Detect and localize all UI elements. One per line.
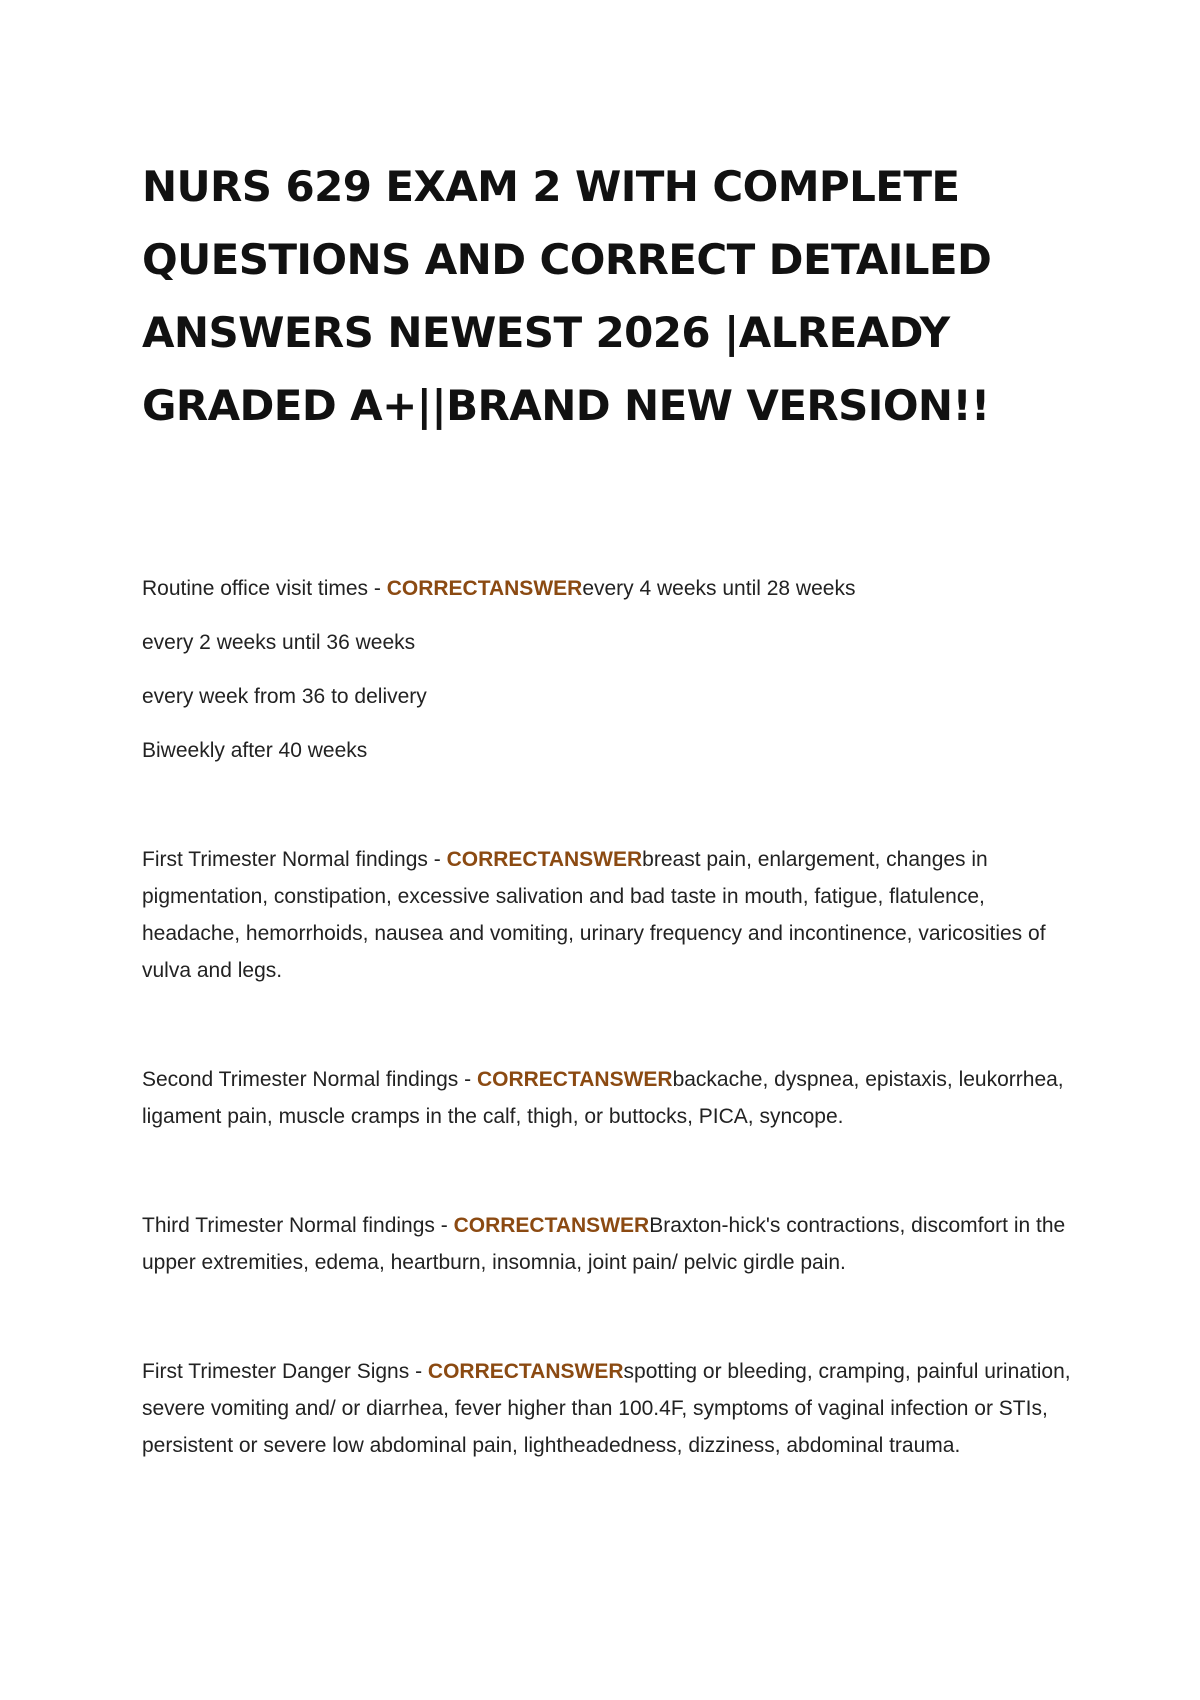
answer-line: Biweekly after 40 weeks: [142, 739, 368, 762]
correct-answer-label: CORRECTANSWER: [386, 577, 583, 600]
question-prompt: Second Trimester Normal findings -: [142, 1068, 477, 1091]
qa-item-second-trimester-normal: [142, 1061, 1072, 1135]
question-prompt: Third Trimester Normal findings -: [142, 1214, 454, 1237]
qa-paragraph: [142, 841, 1072, 989]
correct-answer-label: CORRECTANSWER: [427, 1360, 624, 1383]
question-prompt: First Trimester Normal findings -: [142, 848, 447, 871]
qa-paragraph: [142, 1353, 1072, 1464]
qa-paragraph: [142, 1061, 1072, 1135]
answer-text: Braxton-hick's contractions, discomfort in the upper extremities, edema, heartburn, insomnia, joint pain/ pelvic girdle pain.: [142, 1214, 1066, 1274]
answer-text: every 4 weeks until 28 weeks: [582, 577, 856, 600]
qa-item-first-trimester-danger: [142, 1353, 1072, 1464]
qa-item-third-trimester-normal: [142, 1207, 1072, 1281]
answer-text: spotting or bleeding, cramping, painful urination, severe vomiting and/ or diarrhea, fever higher than 100.4F, symptoms of vaginal infection or STIs, persistent or severe low abdominal pain, lightheadedness, dizziness, abdominal trauma.: [142, 1360, 1071, 1457]
question-prompt: First Trimester Danger Signs -: [142, 1360, 428, 1383]
qa-question-line: [142, 570, 1072, 607]
qa-paragraph: [142, 1207, 1072, 1281]
answer-text: breast pain, enlargement, changes in pigmentation, constipation, excessive salivation and bad taste in mouth, fatigue, flatulence, headache, hemorrhoids, nausea and vomiting, urinary frequency and incontinence, varicosities of vulva and legs.: [142, 848, 1046, 982]
correct-answer-label: CORRECTANSWER: [476, 1068, 673, 1091]
question-prompt: Routine office visit times -: [142, 577, 387, 600]
correct-answer-label: CORRECTANSWER: [446, 848, 643, 871]
answer-line: every week from 36 to delivery: [142, 685, 427, 708]
answer-line: every 2 weeks until 36 weeks: [142, 631, 416, 654]
correct-answer-label: CORRECTANSWER: [453, 1214, 650, 1237]
answer-text: backache, dyspnea, epistaxis, leukorrhea, ligament pain, muscle cramps in the calf, thigh, or buttocks, PICA, syncope.: [142, 1068, 1064, 1128]
qa-item-visit-times: [142, 570, 1072, 769]
qa-item-first-trimester-normal: [142, 841, 1072, 989]
qa-content: [142, 570, 1072, 1536]
page-title: NURS 629 EXAM 2 WITH COMPLETE QUESTIONS AND CORRECT DETAILED ANSWERS NEWEST 2026 |ALREADY GRADED A+||BRAND NEW VERSION!!: [142, 162, 992, 430]
